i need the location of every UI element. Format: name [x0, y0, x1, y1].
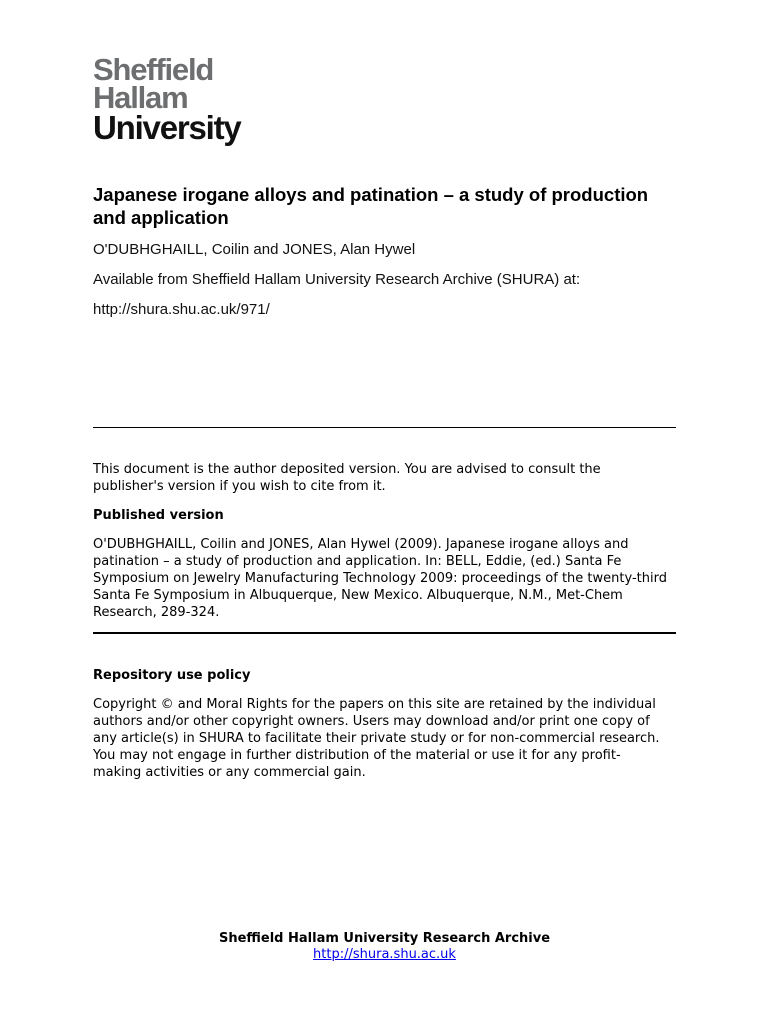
published-version-citation: O'DUBHGHAILL, Coilin and JONES, Alan Hywel (2009). Japanese irogane alloys and patination – a study of production and application. In: BELL, Eddie, (ed.) Santa Fe Symposium on Jewelry Manufacturing Technology 2009: proceedings of the twenty-third Santa Fe Symposium in Albuquerque, New Mexico. Albuquerque, N.M., Met-Chem Research, 289-324.: [93, 537, 667, 620]
document-url: http://shura.shu.ac.uk/971/: [93, 301, 270, 318]
divider-bottom: [93, 632, 676, 634]
footer-archive-name: Sheffield Hallam University Research Archive: [218, 931, 551, 946]
divider-top: [93, 427, 676, 428]
published-version-heading: Published version: [93, 508, 224, 523]
availability-statement: Available from Sheffield Hallam University Research Archive (SHURA) at:: [93, 271, 581, 288]
deposit-notice: This document is the author deposited version. You are advised to consult the publisher's version if you wish to cite from it.: [93, 462, 601, 494]
logo-line-sheffield: Sheffield: [93, 52, 214, 87]
footer-archive-link[interactable]: http://shura.shu.ac.uk: [313, 947, 456, 962]
repository-policy-text: Copyright © and Moral Rights for the papers on this site are retained by the individual authors and/or other copyright owners. Users may download and/or print one copy of any article(s) in SHURA to facilitate their private study or for non-commercial research. You may not engage in further distribution of the material or use it for any profit-making activities or any commercial gain.: [93, 697, 660, 780]
logo-line-hallam: Hallam: [93, 80, 188, 115]
document-title: Japanese irogane alloys and patination – a study of production and application: [93, 184, 649, 228]
university-logo: [93, 52, 241, 146]
repository-policy-heading: Repository use policy: [93, 668, 251, 683]
footer: [93, 931, 676, 963]
document-page: [93, 0, 676, 1024]
logo-line-university: University: [93, 109, 241, 146]
authors: O'DUBHGHAILL, Coilin and JONES, Alan Hywel: [93, 241, 416, 258]
